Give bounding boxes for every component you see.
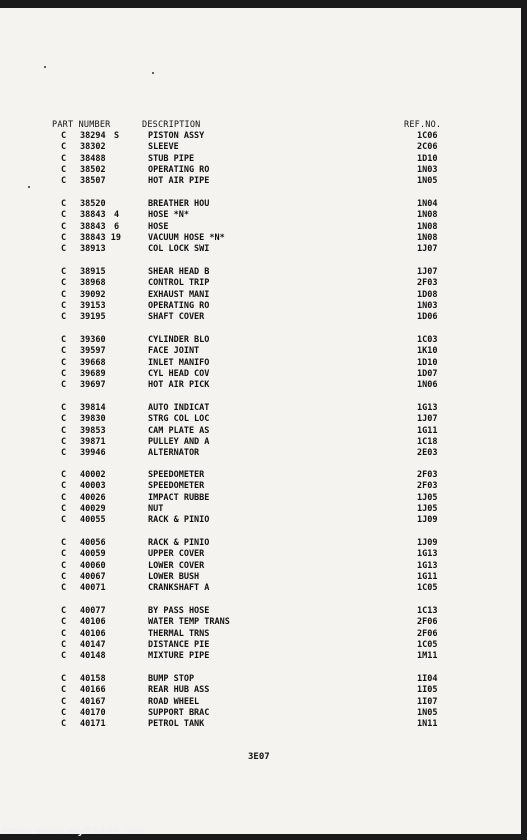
part-number: 38843 19 bbox=[80, 232, 121, 243]
part-description: REAR HUB ASS bbox=[148, 685, 210, 696]
table-row bbox=[0, 414, 521, 425]
part-number: 38294 bbox=[80, 131, 106, 141]
ref-number: 1N03 bbox=[417, 164, 438, 175]
part-number: 40003 bbox=[80, 481, 106, 492]
table-row bbox=[0, 685, 521, 696]
page-code: 3E07 bbox=[248, 752, 270, 762]
document-page bbox=[0, 8, 521, 834]
table-row bbox=[0, 335, 521, 346]
part-number: 40167 bbox=[80, 696, 106, 707]
part-description: EXHAUST MANI bbox=[148, 289, 210, 300]
part-number: 38488 bbox=[80, 153, 106, 164]
part-number: 39814 bbox=[80, 403, 106, 413]
ref-number: 1J05 bbox=[417, 503, 438, 514]
table-row bbox=[0, 708, 521, 719]
part-number: 38302 bbox=[80, 142, 106, 153]
part-description: LOWER COVER bbox=[148, 560, 205, 571]
part-number: 39871 bbox=[80, 436, 106, 447]
ref-number: 1I07 bbox=[417, 696, 438, 707]
part-description: PULLEY AND A bbox=[148, 436, 210, 447]
header-part-number: PART NUMBER bbox=[52, 120, 111, 130]
ref-number: 1D08 bbox=[417, 289, 438, 300]
scan-speck bbox=[152, 72, 154, 74]
part-prefix: C bbox=[61, 560, 67, 571]
part-number: 38843 bbox=[80, 221, 106, 232]
part-prefix: C bbox=[61, 210, 67, 221]
part-number: 40170 bbox=[80, 707, 106, 718]
ref-number: 2F03 bbox=[417, 470, 438, 480]
ref-number: 2F06 bbox=[417, 628, 438, 639]
table-row bbox=[0, 267, 521, 278]
part-number: 39830 bbox=[80, 414, 106, 425]
part-prefix: C bbox=[61, 244, 67, 255]
table-row bbox=[0, 426, 521, 437]
ref-number: 1I04 bbox=[417, 674, 438, 684]
ref-number: 1C06 bbox=[417, 131, 438, 141]
part-description: RACK & PINIO bbox=[148, 538, 210, 548]
table-row bbox=[0, 719, 521, 730]
table-row bbox=[0, 176, 521, 187]
part-number: 40026 bbox=[80, 492, 106, 503]
part-number: 39946 bbox=[80, 448, 106, 459]
part-prefix: C bbox=[61, 414, 67, 425]
ref-number: 2F06 bbox=[417, 617, 438, 628]
part-prefix: C bbox=[61, 289, 67, 300]
part-number: 40029 bbox=[80, 503, 106, 514]
part-number: 40071 bbox=[80, 583, 106, 594]
ref-number: 1N08 bbox=[417, 221, 438, 232]
table-row bbox=[0, 448, 521, 459]
table-row bbox=[0, 515, 521, 526]
table-row bbox=[0, 312, 521, 323]
table-row bbox=[0, 617, 521, 628]
table-row bbox=[0, 561, 521, 572]
part-description: NUT bbox=[148, 503, 164, 514]
part-description: BREATHER HOU bbox=[148, 199, 210, 209]
part-description: HOT AIR PIPE bbox=[148, 176, 210, 187]
part-prefix: C bbox=[61, 346, 67, 357]
table-row bbox=[0, 538, 521, 549]
table-row bbox=[0, 380, 521, 391]
part-suffix: S bbox=[114, 131, 120, 141]
part-prefix: C bbox=[61, 448, 67, 459]
part-description: SUPPORT BRAC bbox=[148, 707, 210, 718]
ref-number: 1N04 bbox=[417, 199, 438, 209]
part-number: 39195 bbox=[80, 312, 106, 323]
part-number: 40147 bbox=[80, 639, 106, 650]
ref-number: 1D06 bbox=[417, 312, 438, 323]
part-description: PISTON ASSY bbox=[148, 131, 205, 141]
part-prefix: C bbox=[61, 357, 67, 368]
part-description: HOT AIR PICK bbox=[148, 380, 210, 391]
part-description: SHAFT COVER bbox=[148, 312, 205, 323]
part-prefix: C bbox=[61, 571, 67, 582]
part-number: 38915 bbox=[80, 267, 106, 277]
part-description: CRANKSHAFT A bbox=[148, 583, 210, 594]
table-row bbox=[0, 504, 521, 515]
ref-number: 1D10 bbox=[417, 357, 438, 368]
part-suffix: 6 bbox=[114, 221, 120, 232]
ref-number: 1C05 bbox=[417, 639, 438, 650]
part-prefix: C bbox=[61, 606, 67, 616]
part-prefix: C bbox=[61, 639, 67, 650]
part-description: UPPER COVER bbox=[148, 549, 205, 560]
part-number: 38502 bbox=[80, 164, 106, 175]
part-number: 40059 bbox=[80, 549, 106, 560]
part-number: 40148 bbox=[80, 651, 106, 662]
header-description: DESCRIPTION bbox=[142, 120, 201, 130]
ref-number: 1N08 bbox=[417, 232, 438, 243]
table-row bbox=[0, 278, 521, 289]
part-prefix: C bbox=[61, 707, 67, 718]
part-prefix: C bbox=[61, 131, 67, 141]
part-description: CONTROL TRIP bbox=[148, 278, 210, 289]
table-row bbox=[0, 470, 521, 481]
part-number: 39697 bbox=[80, 380, 106, 391]
part-number: 40060 bbox=[80, 560, 106, 571]
part-number: 39597 bbox=[80, 346, 106, 357]
part-prefix: C bbox=[61, 199, 67, 209]
ref-number: 1N03 bbox=[417, 300, 438, 311]
part-description: AUTO INDICAT bbox=[148, 403, 210, 413]
part-prefix: C bbox=[61, 436, 67, 447]
ref-number: 1J05 bbox=[417, 492, 438, 503]
part-number: 40002 bbox=[80, 470, 106, 480]
part-description: OPERATING RO bbox=[148, 300, 210, 311]
part-prefix: C bbox=[61, 335, 67, 345]
part-description: VACUUM HOSE *N* bbox=[148, 232, 225, 243]
ref-number: 1D07 bbox=[417, 368, 438, 379]
ref-number: 1G11 bbox=[417, 425, 438, 436]
part-prefix: C bbox=[61, 368, 67, 379]
table-row bbox=[0, 437, 521, 448]
part-number: 39853 bbox=[80, 425, 106, 436]
part-number: 40055 bbox=[80, 515, 106, 526]
table-row bbox=[0, 346, 521, 357]
part-description: ROAD WHEEL bbox=[148, 696, 200, 707]
part-number: 39153 bbox=[80, 300, 106, 311]
table-row bbox=[0, 131, 521, 142]
table-row bbox=[0, 549, 521, 560]
table-row bbox=[0, 629, 521, 640]
table-row bbox=[0, 142, 521, 153]
part-prefix: C bbox=[61, 232, 67, 243]
table-row bbox=[0, 572, 521, 583]
table-row bbox=[0, 481, 521, 492]
part-number: 40166 bbox=[80, 685, 106, 696]
ref-number: 1G13 bbox=[417, 403, 438, 413]
part-prefix: C bbox=[61, 278, 67, 289]
part-prefix: C bbox=[61, 300, 67, 311]
part-prefix: C bbox=[61, 492, 67, 503]
ref-number: 1C13 bbox=[417, 606, 438, 616]
part-prefix: C bbox=[61, 583, 67, 594]
part-description: IMPACT RUBBE bbox=[148, 492, 210, 503]
part-description: THERMAL TRNS bbox=[148, 628, 210, 639]
ref-number: 1I05 bbox=[417, 685, 438, 696]
part-prefix: C bbox=[61, 221, 67, 232]
part-number: 39689 bbox=[80, 368, 106, 379]
table-row bbox=[0, 583, 521, 594]
part-description: INLET MANIFO bbox=[148, 357, 210, 368]
ref-number: 1K10 bbox=[417, 346, 438, 357]
part-description: FACE JOINT bbox=[148, 346, 200, 357]
watermark-text: from: www.myBS429.info bbox=[2, 826, 146, 837]
part-number: 39360 bbox=[80, 335, 106, 345]
part-prefix: C bbox=[61, 176, 67, 187]
table-row bbox=[0, 493, 521, 504]
ref-number: 1C05 bbox=[417, 583, 438, 594]
part-number: 40171 bbox=[80, 719, 106, 730]
ref-number: 2E03 bbox=[417, 448, 438, 459]
part-description: PETROL TANK bbox=[148, 719, 205, 730]
part-description: SPEEDOMETER bbox=[148, 470, 205, 480]
part-prefix: C bbox=[61, 719, 67, 730]
ref-number: 1M11 bbox=[417, 651, 438, 662]
part-number: 38520 bbox=[80, 199, 106, 209]
ref-number: 1C03 bbox=[417, 335, 438, 345]
ref-number: 1J09 bbox=[417, 538, 438, 548]
part-prefix: C bbox=[61, 617, 67, 628]
table-row bbox=[0, 244, 521, 255]
part-prefix: C bbox=[61, 380, 67, 391]
part-prefix: C bbox=[61, 685, 67, 696]
part-number: 38968 bbox=[80, 278, 106, 289]
part-description: SLEEVE bbox=[148, 142, 179, 153]
ref-number: 1G11 bbox=[417, 571, 438, 582]
part-prefix: C bbox=[61, 403, 67, 413]
header-ref-no: REF.NO. bbox=[404, 120, 442, 130]
part-suffix: 4 bbox=[114, 210, 120, 221]
part-description: STUB PIPE bbox=[148, 153, 195, 164]
table-row bbox=[0, 674, 521, 685]
part-description: LOWER BUSH bbox=[148, 571, 200, 582]
part-prefix: C bbox=[61, 481, 67, 492]
table-row bbox=[0, 210, 521, 221]
part-prefix: C bbox=[61, 312, 67, 323]
ref-number: 1G13 bbox=[417, 560, 438, 571]
ref-number: 1G13 bbox=[417, 549, 438, 560]
part-prefix: C bbox=[61, 651, 67, 662]
table-row bbox=[0, 640, 521, 651]
ref-number: 1N08 bbox=[417, 210, 438, 221]
part-prefix: C bbox=[61, 153, 67, 164]
table-row bbox=[0, 403, 521, 414]
part-prefix: C bbox=[61, 267, 67, 277]
ref-number: 1N05 bbox=[417, 707, 438, 718]
part-prefix: C bbox=[61, 549, 67, 560]
table-row bbox=[0, 154, 521, 165]
part-description: RACK & PINIO bbox=[148, 515, 210, 526]
table-row bbox=[0, 301, 521, 312]
part-number: 40106 bbox=[80, 628, 106, 639]
part-description: HOSE *N* bbox=[148, 210, 189, 221]
part-prefix: C bbox=[61, 515, 67, 526]
ref-number: 1N11 bbox=[417, 719, 438, 730]
ref-number: 2F03 bbox=[417, 481, 438, 492]
part-number: 40056 bbox=[80, 538, 106, 548]
part-number: 40106 bbox=[80, 617, 106, 628]
table-row bbox=[0, 358, 521, 369]
table-row bbox=[0, 369, 521, 380]
table-row bbox=[0, 697, 521, 708]
part-number: 39092 bbox=[80, 289, 106, 300]
ref-number: 1C18 bbox=[417, 436, 438, 447]
part-description: BY PASS HOSE bbox=[148, 606, 210, 616]
table-row bbox=[0, 606, 521, 617]
part-number: 38843 bbox=[80, 210, 106, 221]
scan-speck bbox=[44, 66, 46, 68]
part-number: 38507 bbox=[80, 176, 106, 187]
table-row bbox=[0, 651, 521, 662]
ref-number: 1N05 bbox=[417, 176, 438, 187]
part-prefix: C bbox=[61, 425, 67, 436]
part-description: SHEAR HEAD B bbox=[148, 267, 210, 277]
part-prefix: C bbox=[61, 628, 67, 639]
ref-number: 1N06 bbox=[417, 380, 438, 391]
ref-number: 1J07 bbox=[417, 414, 438, 425]
ref-number: 2C06 bbox=[417, 142, 438, 153]
part-prefix: C bbox=[61, 470, 67, 480]
part-description: COL LOCK SWI bbox=[148, 244, 210, 255]
part-prefix: C bbox=[61, 674, 67, 684]
part-number: 38913 bbox=[80, 244, 106, 255]
table-row bbox=[0, 222, 521, 233]
part-description: STRG COL LOC bbox=[148, 414, 210, 425]
table-row bbox=[0, 290, 521, 301]
part-prefix: C bbox=[61, 503, 67, 514]
ref-number: 1D10 bbox=[417, 153, 438, 164]
ref-number: 1J09 bbox=[417, 515, 438, 526]
part-description: WATER TEMP TRANS bbox=[148, 617, 230, 628]
part-description: CAM PLATE AS bbox=[148, 425, 210, 436]
part-description: HOSE bbox=[148, 221, 169, 232]
part-prefix: C bbox=[61, 538, 67, 548]
part-description: SPEEDOMETER bbox=[148, 481, 205, 492]
table-row bbox=[0, 199, 521, 210]
part-description: ALTERNATOR bbox=[148, 448, 200, 459]
part-number: 40077 bbox=[80, 606, 106, 616]
ref-number: 1J07 bbox=[417, 267, 438, 277]
part-description: MIXTURE PIPE bbox=[148, 651, 210, 662]
ref-number: 1J07 bbox=[417, 244, 438, 255]
part-description: DISTANCE PIE bbox=[148, 639, 210, 650]
table-row bbox=[0, 233, 521, 244]
part-prefix: C bbox=[61, 142, 67, 153]
ref-number: 2F03 bbox=[417, 278, 438, 289]
part-description: OPERATING RO bbox=[148, 164, 210, 175]
part-number: 40158 bbox=[80, 674, 106, 684]
table-row bbox=[0, 165, 521, 176]
part-prefix: C bbox=[61, 696, 67, 707]
part-description: CYL HEAD COV bbox=[148, 368, 210, 379]
part-number: 40067 bbox=[80, 571, 106, 582]
part-number: 39668 bbox=[80, 357, 106, 368]
part-description: BUMP STOP bbox=[148, 674, 195, 684]
part-description: CYLINDER BLO bbox=[148, 335, 210, 345]
part-prefix: C bbox=[61, 164, 67, 175]
